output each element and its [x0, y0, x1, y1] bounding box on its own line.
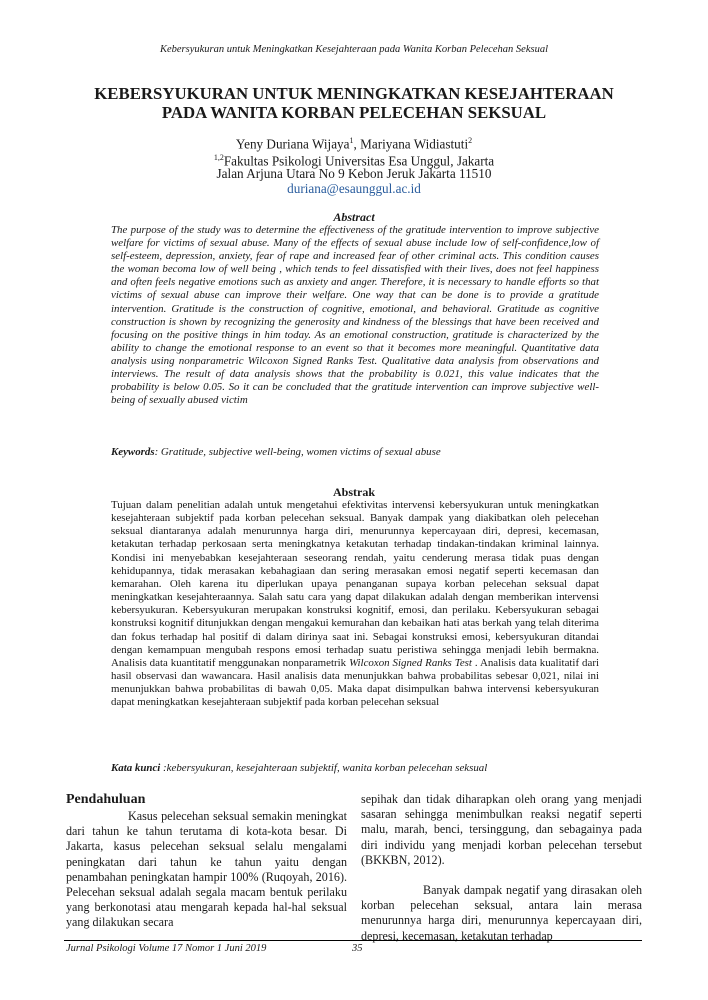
abstract-id-part-2: . Analisis data kualitatif dari hasil observasi dan wawancara. Hasil analisis data menunjukkan bahwa probabilitas sebesar 0,021, nilai ini menunjukkan bahwa probabilitas di bawah 0,05. Maka dapat disimpulkan bahwa intervensi kebersyukuran dapat meningkatkan kesejahteraan subjektif pada korban pelecehan seksual [111, 656, 599, 709]
right-paragraph-2: Banyak dampak negatif yang dirasakan oleh korban pelecehan seksual, antara lain merasa menurunnya harga diri, menurunnya kepercayaan diri, depresi, kecemasan, ketakutan terhadap [361, 883, 642, 943]
section-heading: Pendahuluan [66, 792, 146, 807]
author-1-superscript: 1 [349, 136, 354, 145]
page-number: 35 [352, 943, 363, 954]
keywords-en [111, 446, 599, 459]
abstract-id-heading: Abstrak [332, 485, 375, 499]
author-1: Yeny Duriana Wijaya [235, 136, 350, 152]
title-line-2: PADA WANITA KORBAN PELECEHAN SEKSUAL [161, 103, 547, 122]
abstract-id-part-1: Tujuan dalam penelitian adalah untuk mengetahui efektivitas intervensi kebersyukuran untuk meningkatkan kesejahteraan subjektif pada korban pelecehan seksual. Banyak dampak yang diakibatkan oleh pelecehan seksual diantaranya adalah menurunnya harga diri, menurunnya kepercayaan diri, depresi, kecemasan, ketakutan terhadap perkosaan serta meningkatnya ketakutan terhadap tindakan-tindakan kriminal lainnya. Kondisi ini menyebabkan kesejahteraan seseorang rendah, yaitu cenderung merasa tidak puas dengan kehidupannya, tidak merasakan kebahagiaan dan sering merasakan emosi negatif seperti kecemasan dan kemarahan. Oleh karena itu diperlukan upaya penanganan supaya korban pelecehan seksual dapat meningkatkan kesejahteraannya. Salah satu cara yang dapat dilakukan adalah dengan memberikan intervensi kebersyukuran. Kebersyukuran merupakan konstruksi kognitif, emosi, dan perilaku. Kebersyukuran sebagai konstruksi kognitif ditunjukkan dengan mengakui kemurahan dan kebaikan hati atas berkah yang telah diterima dan fokus terhadap hal positif di dalam dirinya saat ini. Sebagai konstruksi emosi, kebersyukuran ditandai dengan kemampuan mengubah respons emosi terhadap suatu peristiwa sehingga menjadi lebih bermakna. Analisis data kuantitatif menggunakan nonparametrik [111, 499, 599, 669]
column-left [66, 809, 347, 931]
running-head: Kebersyukuran untuk Meningkatkan Kesejahteraan pada Wanita Korban Pelecehan Seksual [159, 44, 549, 55]
author-2-superscript: 2 [468, 136, 473, 145]
footer-journal: Jurnal Psikologi Volume 17 Nomor 1 Juni 2019 [66, 943, 267, 954]
keywords-en-text: : Gratitude, subjective well-being, women victims of sexual abuse [154, 446, 441, 458]
abstract-id-body [111, 499, 599, 710]
keywords-id [111, 762, 599, 775]
keywords-en-label: Keywords [111, 446, 155, 458]
column-right [361, 792, 642, 944]
address: Jalan Arjuna Utara No 9 Kebon Jeruk Jakarta 11510 [216, 166, 492, 181]
title-line-1: KEBERSYUKURAN UNTUK MENINGKATKAN KESEJAHTERAAN [94, 84, 614, 103]
left-paragraph-1: Kasus pelecehan seksual semakin meningkat dari tahun ke tahun terutama di kota-kota besar. Di Jakarta, kasus pelecehan seksual selalu mengalami peningkatan dari tahun ke tahun yaitu dengan penambahan peningkatan hampir 100% (Ruqoyah, 2016). Pelecehan seksual adalah segala macam bentuk perilaku yang berkonotasi atau mengarah kepada hal-hal seksual yang dilakukan secara [66, 809, 347, 930]
abstract-id-italic: Wilcoxon Signed Ranks Test [349, 656, 472, 669]
author-separator: , [353, 136, 361, 152]
paper-title [60, 84, 648, 122]
abstract-en-body: The purpose of the study was to determine the effectiveness of the gratitude intervention to improve subjective welfare for victims of sexual abuse. Many of the effects of sexual abuse include low of self-confidence,low of self-esteem, depression, anxiety, fear of rape and increased fear of other criminal acts. This condition causes the woman becoma low of well being , which tends to feel dissatisfied with their lives, does not feel happiness and often feels negative emotions such as anxiety and anger. Therefore, it is necessary to handle efforts so that victims of sexual abuse can improve their welfare. One way that can be done is to provide a gratitude intervention. Gratitude is the construction of cognitive, emotional, and behavioral. Gratitude as cognitive construction is shown by recognizing the generosity and kindness of the blessings that have been received and focusing on the positive things in him today. As an emotional construction, gratitude is characterized by the ability to change the emotional response to an event so that it becomes more meaningful. Quantitative data analysis using nonparametric Wilcoxon Signed Ranks Test. Qualitative data analysis from observations and interviews. The result of data analysis shows that the probability is 0.021, this value indicates that the probability is below 0.05. So it can be concluded that the gratitude intervention can improve subjective well-being of sexually abused victim [111, 224, 599, 407]
keywords-id-text: :kebersyukuran, kesejahteraan subjektif, wanita korban pelecehan seksual [160, 762, 488, 774]
footer-rule [64, 940, 642, 941]
right-paragraph-1: sepihak dan tidak diharapkan oleh orang yang menjadi sasaran sehingga menimbulkan reaksi negatif seperti malu, marah, benci, tersinggung, dan sebagainya pada diri individu yang menjadi korban pelecehan tersebut (BKKBN, 2012). [361, 792, 642, 867]
affiliation-superscript: 1,2 [213, 153, 224, 162]
abstract-en-heading: Abstract [333, 210, 375, 224]
email-link[interactable]: duriana@esaunggul.ac.id [287, 181, 421, 196]
author-2: Mariyana Widiastuti [360, 136, 469, 152]
affiliation-text: Fakultas Psikologi Universitas Esa Unggul, Jakarta [223, 153, 495, 169]
keywords-id-label: Kata kunci [111, 762, 161, 774]
